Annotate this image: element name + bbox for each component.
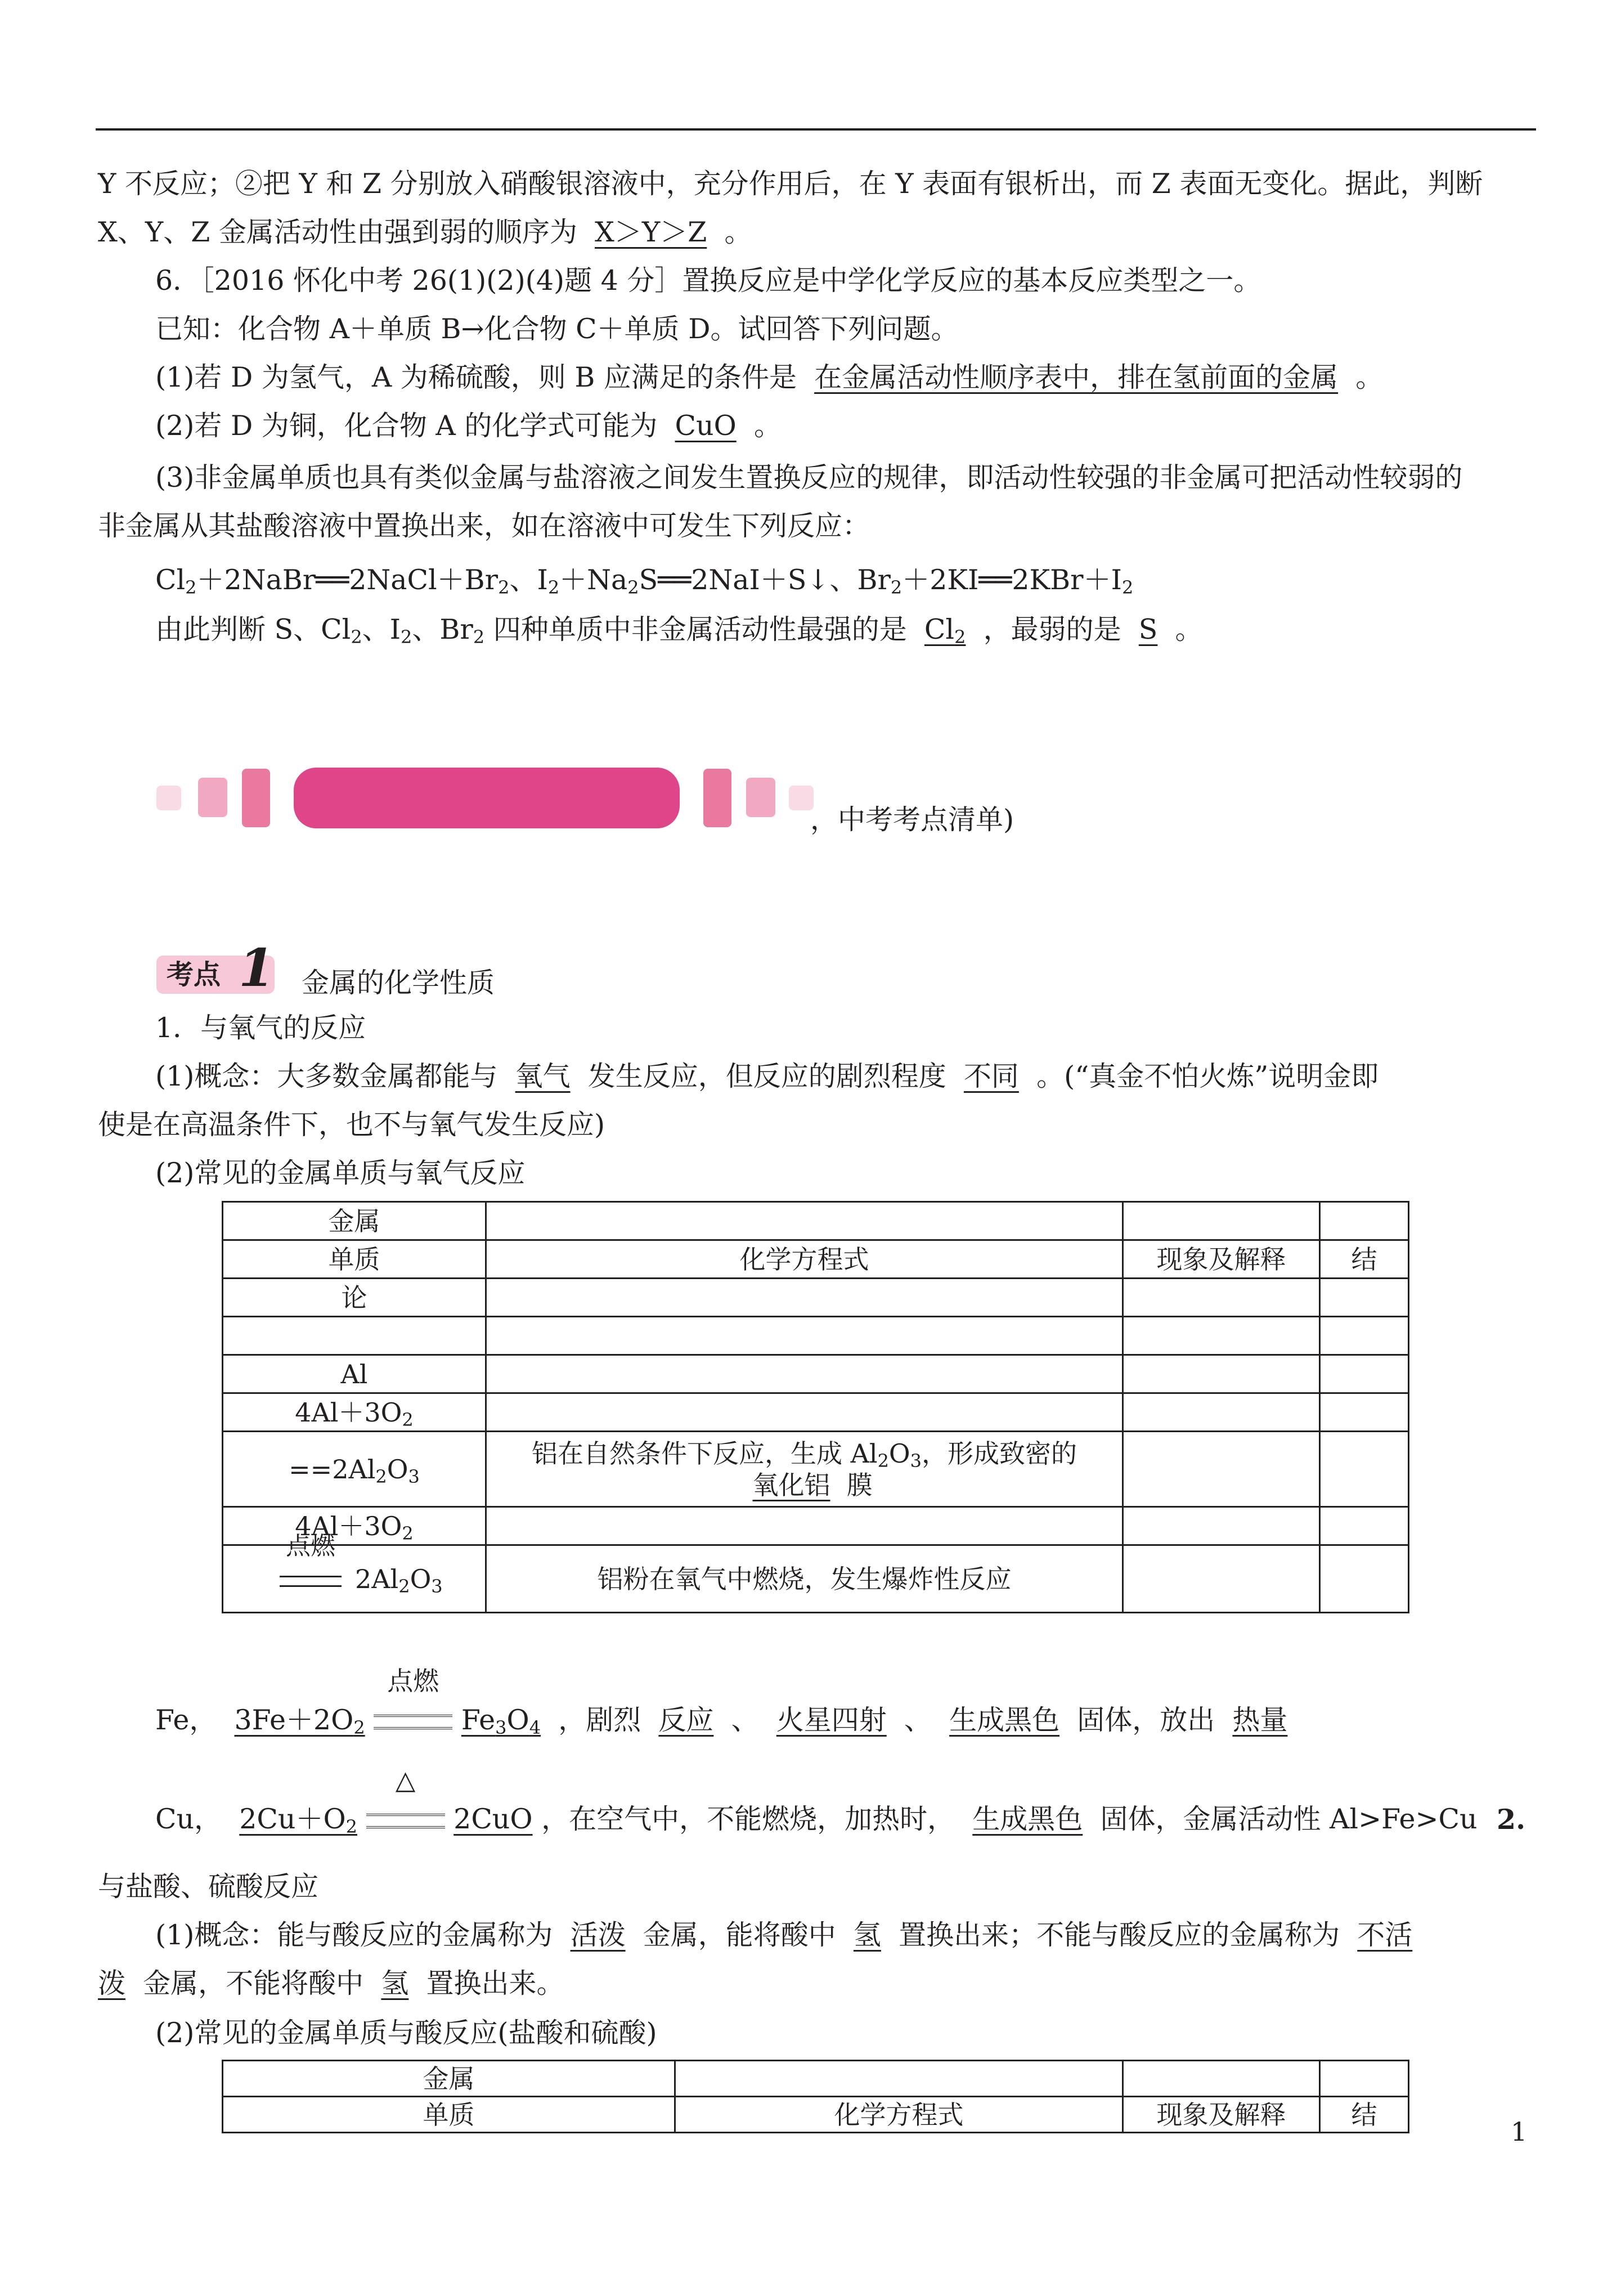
answer-blank: 火星四射 [776,1704,887,1736]
answer-blank: 不活 [1357,1919,1413,1951]
paragraph-line: X、Y、Z 金属活动性由强到弱的顺序为 X＞Y＞Z 。 [98,216,752,248]
paragraph-line: 已知：化合物 A＋单质 B→化合物 C＋单质 D。试回答下列问题。 [155,313,959,345]
answer-blank: 不同 [963,1060,1019,1092]
section-title: 金属的化学性质 [302,967,495,999]
paragraph-line: (2)常见的金属单质与氧气反应 [155,1157,526,1189]
answer-blank: 热量 [1232,1704,1288,1736]
section-badge-number: 1 [239,938,275,998]
answer-blank: CuO [675,410,737,442]
answer-blank: 在金属活动性顺序表中，排在氢前面的金属 [814,361,1339,393]
answer-blank: 氢 [381,1967,409,1999]
answer-blank: 2CuO [453,1803,533,1835]
answer-blank: X＞Y＞Z [595,216,707,248]
answer-blank: S [1138,613,1158,645]
answer-blank: 氧化铝 [752,1469,830,1500]
paragraph-line: (1)概念：能与酸反应的金属称为 活泼 金属，能将酸中 氢 置换出来；不能与酸反应的金属称为 不活 [155,1919,1413,1951]
banner-title: ，中考考点清单) [810,804,1014,836]
paragraph-line: 非金属从其盐酸溶液中置换出来，如在溶液中可发生下列反应： [98,510,870,542]
paragraph-line: (1)概念：大多数金属都能与 氧气 发生反应，但反应的剧烈程度 不同 。(“真金不怕火炼”说明金即 [155,1060,1379,1092]
answer-blank: 生成黑色 [972,1803,1083,1835]
table-row [223,1317,1409,1355]
paragraph-line: 使是在高温条件下，也不与氧气发生反应) [98,1109,605,1141]
table-row: 点燃 $2Al_2O_3$ 铝粉在氧气中燃烧，发生爆炸性反应 [223,1545,1409,1613]
subsection-heading: 与盐酸、硫酸反应 [98,1871,319,1903]
answer-blank: 氧气 [515,1060,571,1092]
answer-blank: $3Fe+2O_2$ [234,1704,365,1738]
paragraph-line: (2)若 D 为铜，化合物 A 的化学式可能为 CuO 。 [155,410,782,442]
paragraph-line: 由此判断 S、$Cl_2$、$I_2$、$Br_2$ 四种单质中非金属活动性最强的是 $Cl_2$ ，最弱的是 S 。 [155,613,1203,648]
paragraph-line: (1)若 D 为氢气，A 为稀硫酸，则 B 应满足的条件是 在金属活动性顺序表中，排在氢前面的金属 。 [155,361,1384,393]
paragraph-line: 泼 金属，不能将酸中 氢 置换出来。 [98,1967,564,1999]
answer-blank: $Fe_3O_4$ [461,1704,541,1738]
paragraph-line: Y 不反应；②把 Y 和 Z 分别放入硝酸银溶液中，充分作用后，在 Y 表面有银析出，而 Z 表面无变化。据此，判断 [98,168,1483,200]
answer-blank: $Cl_2$ [924,613,966,648]
fe-reaction-line: Fe， $3Fe+2O_2$ 点燃 $Fe_3O_4$ ，剧烈 反应 、 火星四射 、 生成黑色 固体，放出 热量 [155,1666,1288,1738]
banner-decoration [198,778,227,817]
table-row: $==2Al_2O_3$ 铝在自然条件下反应，生成 $Al_2O_3$，形成致密的 氧化铝 膜 [223,1432,1409,1507]
subsection-number: 2. [1497,1803,1526,1836]
banner-decoration [703,769,731,827]
subsection-heading: 1．与氧气的反应 [155,1012,366,1044]
equation-line: $Cl_2+2NaBr══2NaCl+Br_2$、$I_2+Na_2S══2NaI+S↓$、$Br_2+2KI══2KBr+I_2$ [155,564,1134,598]
metal-oxygen-table [222,1201,1409,1613]
paragraph-line: (3)非金属单质也具有类似金属与盐溶液之间发生置换反应的规律，即活动性较强的非金属可把活动性较弱的 [155,461,1463,494]
table-row: Al [223,1355,1409,1393]
answer-blank: 反应 [658,1704,714,1736]
table-row: 论 [223,1279,1409,1317]
table-row: 金属 [223,1202,1409,1240]
banner-decoration [156,786,181,810]
banner-decoration [746,778,775,817]
table-row: 单质 化学方程式 现象及解释 结 [223,2097,1409,2133]
table-row: 金属 [223,2061,1409,2097]
page-number: 1 [1511,2116,1528,2147]
banner-pill [294,768,680,828]
answer-blank: 生成黑色 [949,1704,1060,1736]
condition-sign: △ [366,1801,445,1838]
table-row: 单质 化学方程式 现象及解释 结 [223,1240,1409,1279]
section-badge-label: 考点 [167,959,221,990]
header-rule [96,128,1536,131]
table-row: $4Al+3O_2$ [223,1507,1409,1545]
banner-decoration [242,769,270,827]
table-row: $4Al+3O_2$ [223,1393,1409,1432]
paragraph-line: (2)常见的金属单质与酸反应(盐酸和硫酸) [155,2017,657,2049]
question-6-heading: 6．［2016 怀化中考 26(1)(2)(4)题 4 分］置换反应是中学化学反应的基本反应类型之一。 [155,264,1261,297]
condition-sign: 点燃 [374,1702,452,1739]
metal-acid-table [222,2060,1409,2133]
cu-reaction-line: Cu， $2Cu+O_2$ △ 2CuO ，在空气中，不能燃烧，加热时， 生成黑色 固体，金属活动性 Al>Fe>Cu [155,1765,1478,1837]
answer-blank: 泼 [98,1967,126,1999]
answer-blank: 活泼 [570,1919,626,1951]
answer-blank: $2Cu+O_2$ [239,1803,357,1837]
answer-blank: 氢 [853,1919,881,1951]
